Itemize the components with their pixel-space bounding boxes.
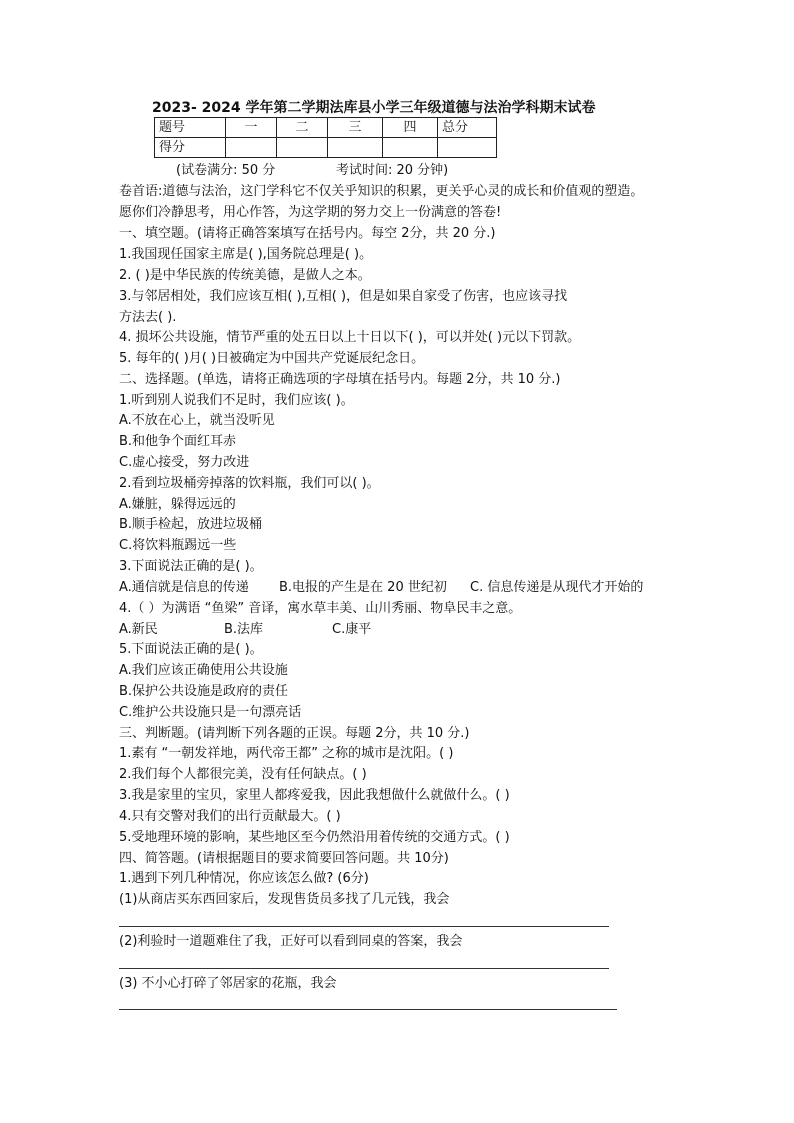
score-cell-1: 一 xyxy=(226,118,277,138)
s2-q4-option-c: C.康平 xyxy=(332,622,372,637)
s3-q4: 4.只有交警对我们的出行贡献最大。( ) xyxy=(119,809,341,824)
score-cell-total: 总分 xyxy=(438,118,497,138)
s2-q2: 2.看到垃圾桶旁掉落的饮料瓶，我们可以( )。 xyxy=(119,476,380,491)
s1-q4: 4. 损坏公共设施，情节严重的处五日以上十日以下( )，可以并处( )元以下罚款。 xyxy=(119,330,581,345)
s2-q1-option-c: C.虚心接受，努力改进 xyxy=(119,455,250,470)
s2-q5-option-a: A.我们应该正确使用公共设施 xyxy=(119,663,288,678)
score-table-header-row xyxy=(155,118,497,138)
answer-line-1[interactable] xyxy=(119,926,609,927)
s2-q4-option-b: B.法库 xyxy=(224,622,264,637)
s1-q3-line2: 方法去( ). xyxy=(119,310,177,325)
score-input-3[interactable] xyxy=(328,138,383,158)
s2-q1-option-b: B.和他争个面红耳赤 xyxy=(119,434,237,449)
s2-q3-option-a: A.通信就是信息的传递 xyxy=(119,580,249,595)
s2-q2-option-a: A.嫌脏，躲得远远的 xyxy=(119,497,236,512)
s2-q3-option-b: B.电报的产生是在 20 世纪初 xyxy=(279,580,447,595)
exam-time: 考试时间: 20 分钟) xyxy=(336,163,449,178)
s4-sub1: (1)从商店买东西回家后，发现售货员多找了几元钱，我会 xyxy=(119,892,450,907)
s2-q2-option-c: C.将饮料瓶踢远一些 xyxy=(119,538,237,553)
score-cell-3: 三 xyxy=(328,118,383,138)
score-cell-2: 二 xyxy=(277,118,328,138)
section3-heading: 三、判断题。(请判断下列各题的正误。每题 2分，共 10 分.) xyxy=(119,726,470,741)
score-input-4[interactable] xyxy=(383,138,438,158)
s4-q1: 1.遇到下列几种情况，你应该怎么做? (6分) xyxy=(119,871,369,886)
s2-q3: 3.下面说法正确的是( )。 xyxy=(119,559,263,574)
s3-q1: 1.素有 “一朝发祥地，两代帝王都” 之称的城市是沈阳。( ) xyxy=(119,746,454,761)
s2-q5-option-c: C.维护公共设施只是一句漂亮话 xyxy=(119,705,302,720)
s2-q4: 4.（ ）为满语 “鱼梁” 音译，寓水草丰美、山川秀丽、物阜民丰之意。 xyxy=(119,601,522,616)
score-cell-label: 题号 xyxy=(155,118,226,138)
score-input-2[interactable] xyxy=(277,138,328,158)
section4-heading: 四、简答题。(请根据题目的要求简要回答问题。共 10分) xyxy=(119,851,449,866)
score-input-total[interactable] xyxy=(438,138,497,158)
s4-sub2: (2)利验时一道题难住了我，正好可以看到同桌的答案，我会 xyxy=(119,934,463,949)
s2-q3-option-c: C. 信息传递是从现代才开始的 xyxy=(470,580,644,595)
score-table xyxy=(154,117,497,158)
answer-line-3[interactable] xyxy=(119,1009,617,1010)
score-cell-4: 四 xyxy=(383,118,438,138)
s1-q2: 2. ( )是中华民族的传统美德，是做人之本。 xyxy=(119,268,371,283)
s2-q5: 5.下面说法正确的是( )。 xyxy=(119,642,263,657)
s3-q3: 3.我是家里的宝贝，家里人都疼爱我，因此我想做什么就做什么。( ) xyxy=(119,788,510,803)
s2-q1-option-a: A.不放在心上，就当没听见 xyxy=(119,413,275,428)
score-table-score-row xyxy=(155,138,497,158)
s2-q4-option-a: A.新民 xyxy=(119,622,158,637)
full-score: (试卷满分: 50 分 xyxy=(176,163,276,178)
s3-q5: 5.受地理环境的影响，某些地区至今仍然沿用着传统的交通方式。( ) xyxy=(119,830,510,845)
preface-line-1: 卷首语:道德与法治，这门学科它不仅关乎知识的积累，更关乎心灵的成长和价值观的塑造。 xyxy=(119,184,644,199)
section1-heading: 一、填空题。(请将正确答案填写在括号内。每空 2分，共 20 分.) xyxy=(119,226,496,241)
s2-q1: 1.听到别人说我们不足时，我们应该( )。 xyxy=(119,393,354,408)
section2-heading: 二、选择题。(单选，请将正确选项的字母填在括号内。每题 2分，共 10 分.) xyxy=(119,372,561,387)
preface-line-2: 愿你们冷静思考，用心作答，为这学期的努力交上一份满意的答卷! xyxy=(119,205,502,220)
answer-line-2[interactable] xyxy=(119,968,609,969)
s1-q5: 5. 每年的( )月( )日被确定为中国共产党诞辰纪念日。 xyxy=(119,351,425,366)
s3-q2: 2.我们每个人都很完美，没有任何缺点。( ) xyxy=(119,767,367,782)
s1-q3-line1: 3.与邻居相处，我们应该互相( ),互相( )，但是如果自家受了伤害，也应该寻找 xyxy=(119,289,568,304)
s2-q2-option-b: B.顺手检起，放进垃圾桶 xyxy=(119,517,263,532)
exam-title: 2023- 2024 学年第二学期法库县小学三年级道德与法治学科期末试卷 xyxy=(152,100,596,116)
s1-q1: 1.我国现任国家主席是( ),国务院总理是( )。 xyxy=(119,247,373,262)
s2-q5-option-b: B.保护公共设施是政府的责任 xyxy=(119,684,289,699)
score-row-label: 得分 xyxy=(155,138,226,158)
score-input-1[interactable] xyxy=(226,138,277,158)
s4-sub3: (3) 不小心打碎了邻居家的花瓶，我会 xyxy=(119,976,337,991)
